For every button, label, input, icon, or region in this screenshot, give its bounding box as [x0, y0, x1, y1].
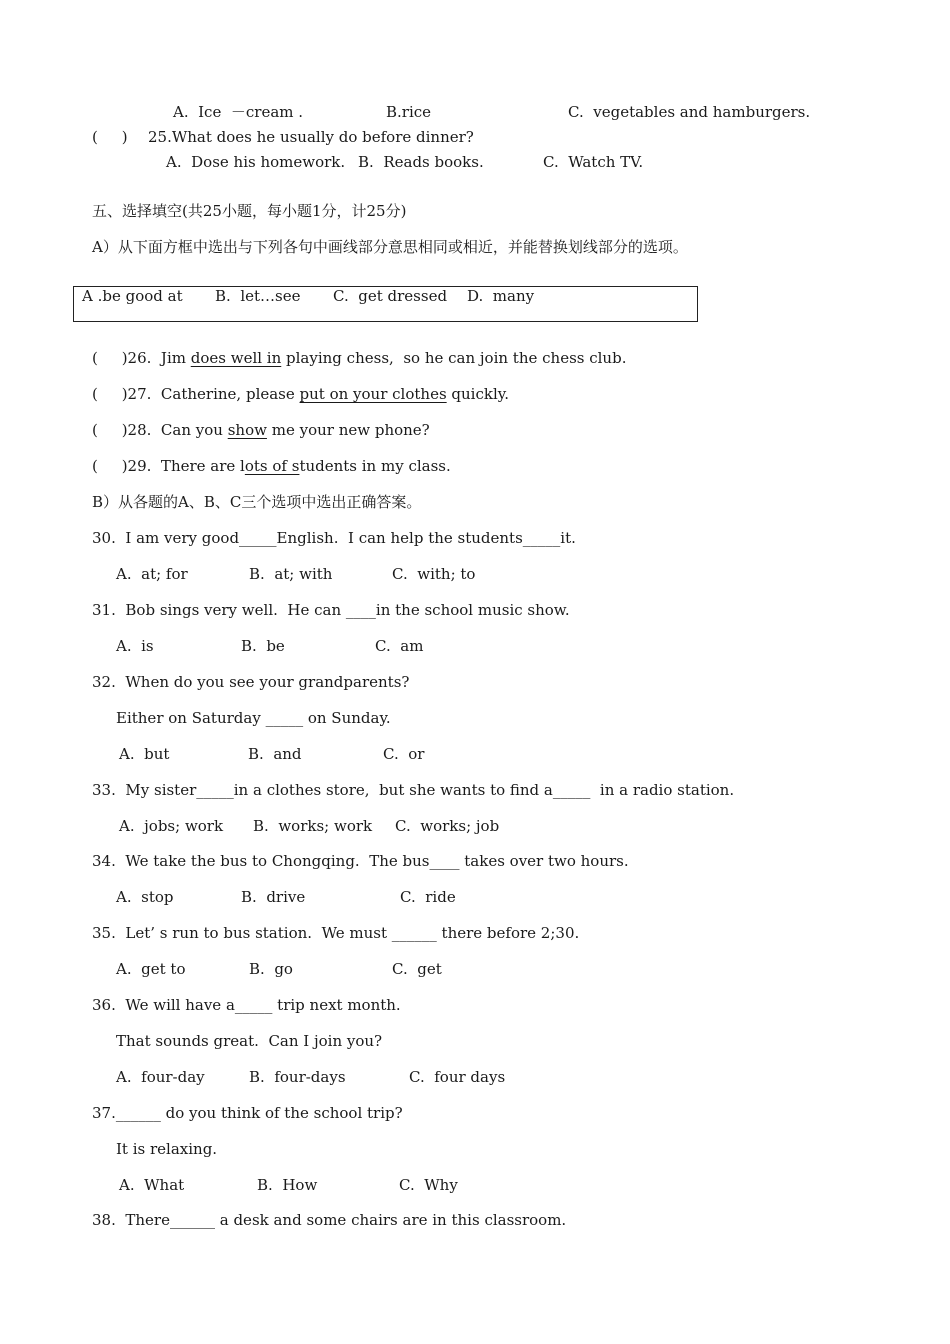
q30-option-c: C. with; to — [392, 565, 476, 583]
q32-stem-answer: Either on Saturday _____ on Sunday. — [116, 709, 391, 727]
q37-option-c: C. Why — [399, 1176, 458, 1194]
q24-option-c: C. vegetables and hamburgers. — [568, 103, 811, 121]
q34-option-a: A. stop — [116, 888, 174, 906]
q31-option-a: A. is — [116, 637, 154, 655]
q36-option-a: A. four-day — [116, 1068, 205, 1086]
q36-stem-reply: That sounds great. Can I join you? — [116, 1032, 383, 1050]
q35-stem: 35. Let’ s run to bus station. We must ______ there before 2;30. — [92, 924, 580, 942]
q26-underlined-phrase: does well in — [190, 349, 282, 367]
q34-option-b: B. drive — [241, 888, 306, 906]
q28-underlined-phrase: show — [227, 421, 267, 439]
q29-underlined-phrase: ots of s — [244, 457, 300, 475]
q33-stem: 33. My sister_____in a clothes store, but she wants to find a_____ in a radio station. — [92, 781, 735, 799]
q34-option-c: C. ride — [400, 888, 456, 906]
q35-option-b: B. go — [249, 960, 293, 978]
q30-stem: 30. I am very good_____English. I can help the students_____it. — [92, 529, 576, 547]
q32-stem: 32. When do you see your grandparents? — [92, 673, 410, 691]
word-box-option-b: B. let…see — [215, 287, 301, 305]
part-a-instruction: A）从下面方框中选出与下列各句中画线部分意思相同或相近，并能替换划线部分的选项。 — [92, 238, 688, 256]
q36-option-b: B. four-days — [249, 1068, 346, 1086]
word-box-option-a: A .be good at — [82, 287, 183, 305]
q36-option-c: C. four days — [409, 1068, 506, 1086]
q34-stem: 34. We take the bus to Chongqing. The bus____ takes over two hours. — [92, 852, 629, 870]
q32-option-c: C. or — [383, 745, 425, 763]
q32-option-a: A. but — [119, 745, 170, 763]
q30-option-b: B. at; with — [249, 565, 333, 583]
q37-stem: 37.______ do you think of the school trip? — [92, 1104, 403, 1122]
q28: ( )28. Can you show me your new phone? — [92, 421, 430, 439]
q31-option-c: C. am — [375, 637, 424, 655]
q24-option-b: B.rice — [386, 103, 432, 121]
word-box-option-c: C. get dressed — [333, 287, 448, 305]
q25-answer-paren: ( ) — [92, 128, 128, 146]
q33-option-c: C. works; job — [395, 817, 500, 835]
q32-option-b: B. and — [248, 745, 302, 763]
q24-option-a: A. Ice －cream . — [173, 103, 304, 121]
q33-option-b: B. works; work — [253, 817, 373, 835]
q30-option-a: A. at; for — [116, 565, 188, 583]
q37-option-b: B. How — [257, 1176, 318, 1194]
q29: ( )29. There are lots of students in my class. — [92, 457, 451, 475]
q35-option-a: A. get to — [116, 960, 186, 978]
q35-option-c: C. get — [392, 960, 442, 978]
q36-stem: 36. We will have a_____ trip next month. — [92, 996, 401, 1014]
q27-underlined-phrase: put on your clothes — [299, 385, 447, 403]
q25-option-b: B. Reads books. — [358, 153, 484, 171]
q33-option-a: A. jobs; work — [119, 817, 224, 835]
q38-stem: 38. There______ a desk and some chairs are in this classroom. — [92, 1211, 567, 1229]
q37-stem-reply: It is relaxing. — [116, 1140, 218, 1158]
word-box-option-d: D. many — [467, 287, 535, 305]
q37-option-a: A. What — [119, 1176, 185, 1194]
section-5-title: 五、选择填空(共25小题，每小题1分，计25分) — [92, 202, 407, 220]
q25-option-c: C. Watch TV. — [543, 153, 644, 171]
part-b-instruction: B）从各题的A、B、C三个选项中选出正确答案。 — [92, 493, 422, 511]
q25-option-a: A. Dose his homework. — [166, 153, 346, 171]
q31-option-b: B. be — [241, 637, 285, 655]
q25-stem: 25.What does he usually do before dinner? — [148, 128, 474, 146]
q27: ( )27. Catherine, please put on your clothes quickly. — [92, 385, 510, 403]
q26: ( )26. Jim does well in playing chess, so he can join the chess club. — [92, 349, 627, 367]
q31-stem: 31. Bob sings very well. He can ____in the school music show. — [92, 601, 570, 619]
